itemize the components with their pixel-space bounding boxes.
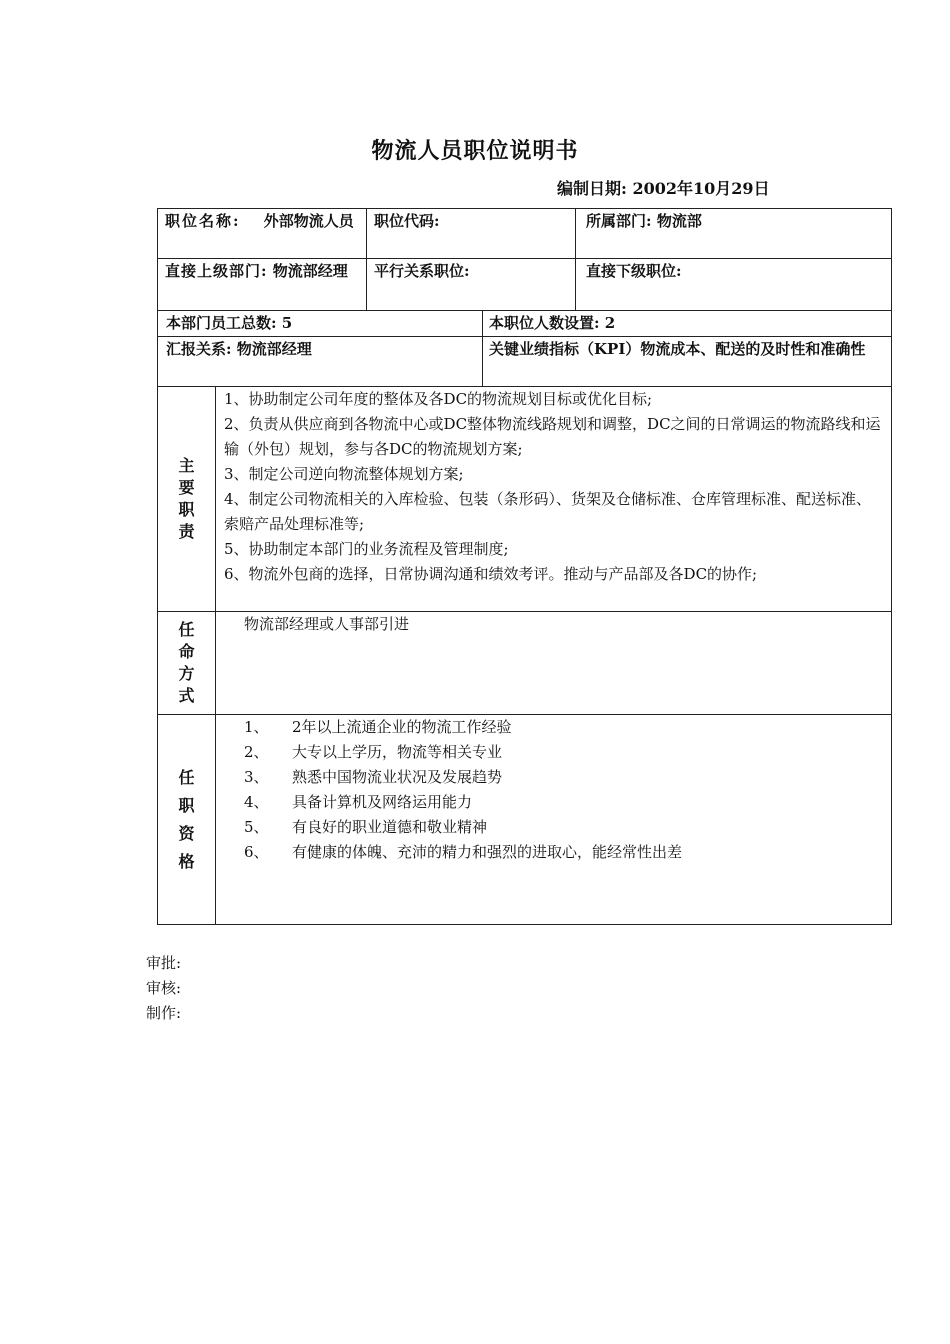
dept-staff-label: 本部门员工总数:: [166, 314, 277, 332]
qualification-num: 4、: [244, 793, 269, 811]
department-label: 所属部门:: [586, 212, 652, 230]
prepared-by-line: 制作:: [146, 1004, 182, 1022]
row-duties: [158, 387, 892, 612]
row-headcount: [158, 311, 892, 337]
qualification-item: [224, 815, 884, 840]
duty-item: 6、物流外包商的选择，日常协调沟通和绩效考评。推动与产品部及各DC的协作;: [224, 565, 758, 583]
appointment-text: 物流部经理或人事部引进: [244, 615, 410, 633]
compile-date-value: 2002年10月29日: [632, 179, 770, 198]
qualification-item: [224, 790, 884, 815]
appointment-label-char: 命: [178, 642, 195, 661]
qualifications-label-char: 格: [178, 851, 195, 871]
subordinate-label: 直接下级职位:: [586, 262, 682, 280]
compile-date-label: 编制日期:: [557, 179, 627, 198]
appointment-label: [158, 612, 216, 715]
appointment-content: [216, 612, 892, 715]
position-code-label: 职位代码:: [374, 212, 440, 230]
appointment-label-char: 任: [178, 620, 195, 639]
row-qualifications: [158, 715, 892, 925]
position-name-value: 外部物流人员: [263, 212, 354, 230]
review-line: 审核:: [146, 979, 182, 997]
report-value: 物流部经理: [236, 340, 312, 358]
qualifications-content: [216, 715, 892, 925]
subordinate-cell: [576, 259, 892, 311]
appointment-label-char: 方: [178, 664, 195, 683]
dept-staff-cell: [158, 311, 483, 337]
duties-label: [158, 387, 216, 612]
approval-line: 审批:: [146, 954, 182, 972]
position-name-cell: [158, 209, 367, 259]
duty-item: 4、制定公司物流相关的入库检验、包装（条形码）、货架及仓储标准、仓库管理标准、配送标准、索赔产品处理标准等;: [224, 490, 872, 533]
row-reporting: [158, 337, 892, 387]
position-count-label: 本职位人数设置:: [489, 314, 600, 332]
qualification-num: 5、: [244, 818, 269, 836]
position-name-label: 职位名称:: [165, 212, 241, 230]
duty-item: 5、协助制定本部门的业务流程及管理制度;: [224, 540, 509, 558]
report-cell: [158, 337, 483, 387]
parallel-cell: [367, 259, 576, 311]
document-title: 物流人员职位说明书: [371, 138, 579, 164]
qualification-text: 有良好的职业道德和敬业精神: [292, 818, 488, 836]
qualification-num: 3、: [244, 768, 269, 786]
position-code-cell: [367, 209, 576, 259]
department-cell: [576, 209, 892, 259]
row-appointment: [158, 612, 892, 715]
duty-item: 2、负责从供应商到各物流中心或DC整体物流线路规划和调整，DC之间的日常调运的物流路线和运输（外包）规划，参与各DC的物流规划方案;: [224, 415, 881, 458]
position-count-value: 2: [604, 314, 616, 332]
duties-label-char: 责: [178, 522, 195, 541]
kpi-value: 物流成本、配送的及时性和准确性: [640, 340, 866, 358]
qualification-item: [224, 740, 884, 765]
position-count-cell: [483, 311, 892, 337]
qualifications-label-char: 职: [178, 795, 195, 815]
duties-label-char: 主: [178, 456, 195, 475]
qualification-text: 有健康的体魄、充沛的精力和强烈的进取心，能经常性出差: [292, 843, 683, 861]
qualification-item: [224, 840, 884, 865]
qualification-num: 6、: [244, 843, 269, 861]
kpi-label: 关键业绩指标（KPI）: [489, 340, 641, 358]
superior-cell: [158, 259, 367, 311]
superior-value: 物流部经理: [272, 262, 348, 280]
parallel-label: 平行关系职位:: [374, 262, 470, 280]
report-label: 汇报关系:: [166, 340, 232, 358]
duties-label-char: 职: [178, 500, 195, 519]
dept-staff-value: 5: [281, 314, 293, 332]
duty-item: 1、协助制定公司年度的整体及各DC的物流规划目标或优化目标;: [224, 390, 653, 408]
row-relations: [158, 259, 892, 311]
duty-item: 3、制定公司逆向物流整体规划方案;: [224, 465, 464, 483]
qualifications-label: [158, 715, 216, 925]
qualification-item: [224, 765, 884, 790]
qualification-text: 大专以上学历，物流等相关专业: [292, 743, 503, 761]
department-value: 物流部: [656, 212, 702, 230]
qualification-num: 1、: [244, 718, 269, 736]
qualification-text: 2年以上流通企业的物流工作经验: [292, 718, 512, 736]
qualification-item: [224, 715, 884, 740]
job-description-table: [157, 208, 892, 925]
compile-date: [557, 176, 770, 199]
qualifications-label-char: 资: [178, 823, 195, 843]
kpi-cell: [483, 337, 892, 387]
duties-label-char: 要: [178, 478, 195, 497]
qualifications-label-char: 任: [178, 767, 195, 787]
qualification-text: 熟悉中国物流业状况及发展趋势: [292, 768, 503, 786]
qualification-num: 2、: [244, 743, 269, 761]
superior-label: 直接上级部门:: [165, 262, 268, 280]
qualification-text: 具备计算机及网络运用能力: [292, 793, 473, 811]
row-position-info: [158, 209, 892, 259]
appointment-label-char: 式: [178, 686, 195, 705]
duties-content: [216, 387, 892, 612]
